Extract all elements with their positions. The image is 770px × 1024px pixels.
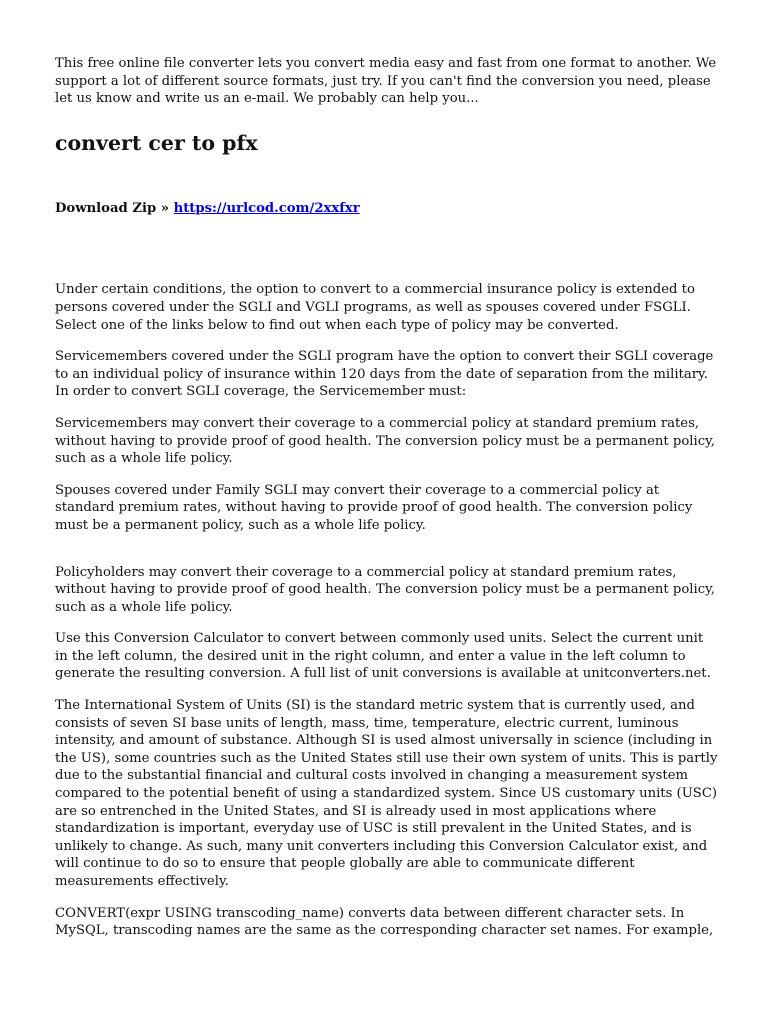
paragraph-conversion-conditions: Under certain conditions, the option to convert to a commercial insurance policy is extended to persons covered under the SGLI and VGLI programs, as well as spouses covered under FSGLI. Select one of the links below to find out when each type of policy may be converted. [55,282,695,333]
document-page [55,55,719,940]
paragraph-servicemembers: Servicemembers may convert their coverage to a commercial policy at standard premium rates, without having to provide proof of good health. The conversion policy must be a permanent policy, such as a whole life policy. [55,415,715,467]
intro-paragraph: This free online file converter lets you convert media easy and fast from one format to another. We support a lot of different source formats, just try. If you can't find the conversion you need, please let us know and write us an e-mail. We probably can help you... [55,56,717,107]
paragraph-policyholders: Policyholders may convert their coverage to a commercial policy at standard premium rates, without having to provide proof of good health. The conversion policy must be a permanent policy, such as a whole life policy. [55,564,715,615]
paragraph-conversion-calculator: Use this Conversion Calculator to convert between commonly used units. Select the current unit in the left column, the desired unit in the right column, and enter a value in the left column to generate the resulting conversion. A full list of unit conversions is available at unitconverters.net. [55,631,711,682]
paragraph-spouses: Spouses covered under Family SGLI may convert their coverage to a commercial policy at standard premium rates, without having to provide proof of good health. The conversion policy must be a permanent policy, such as a whole life policy. [55,482,693,533]
page-title: convert cer to pfx [55,130,258,155]
paragraph-sgli-program: Servicemembers covered under the SGLI program have the option to convert their SGLI coverage to an individual policy of insurance within 120 days from the date of separation from the military. In order to convert SGLI coverage, the Servicemember must: [55,349,714,400]
download-link[interactable]: https://urlcod.com/2xxfxr [173,200,360,216]
download-label: Download Zip » [55,200,170,216]
paragraph-si-units: The International System of Units (SI) is the standard metric system that is currently used, and consists of seven SI base units of length, mass, time, temperature, electric current, luminous intensity, and amount of substance. Although SI is used almost universally in science (including in the US), some countries such as the United States still use their own system of units. This is partly due to the substantial financial and cultural costs involved in changing a measurement system compared to the potential benefit of using a standardized system. Since US customary units (USC) are so entrenched in the United States, and SI is already used in most applications where standardization is important, everyday use of USC is still prevalent in the United States, and is unlikely to change. As such, many unit converters including this Conversion Calculator exist, and will continue to do so to ensure that people globally are able to communicate different measurements effectively. [55,698,718,889]
download-line [55,200,719,218]
paragraph-mysql-convert: CONVERT(expr USING transcoding_name) converts data between different character sets. In MySQL, transcoding names are the same as the corresponding character set names. For example, [55,905,714,939]
